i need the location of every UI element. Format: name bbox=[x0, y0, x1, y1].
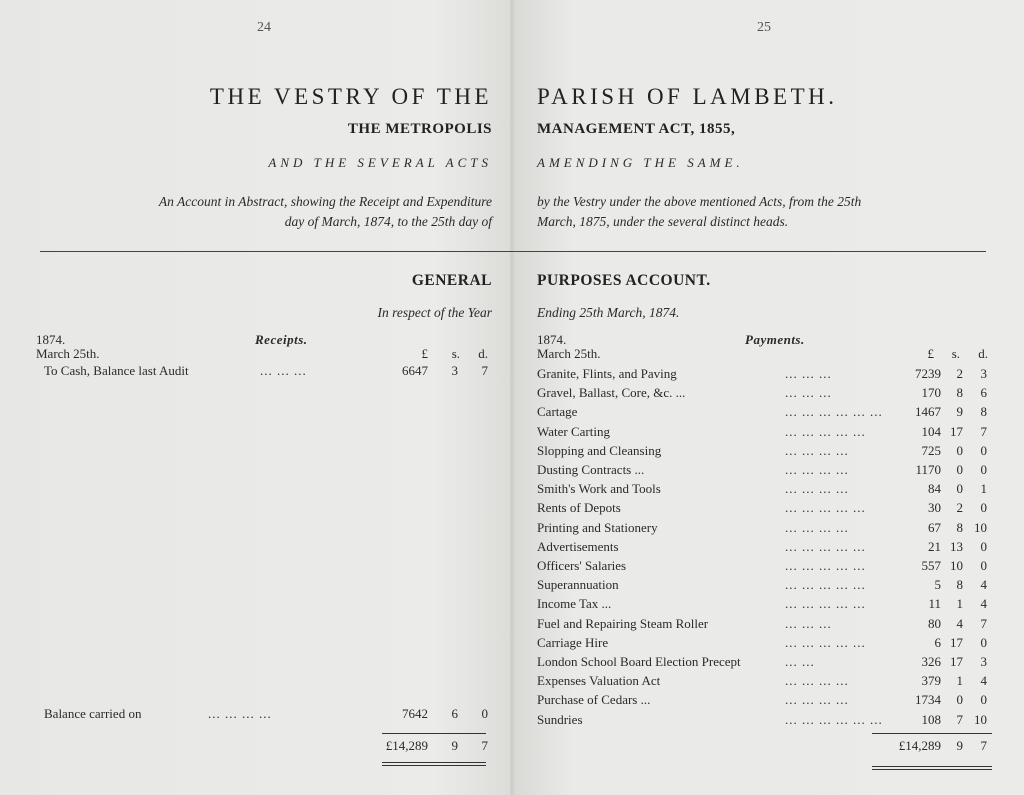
horizontal-rule bbox=[40, 251, 986, 252]
payment-label: Cartage bbox=[537, 404, 578, 420]
payments-col-pence: d. bbox=[978, 346, 988, 361]
payment-leader: ... ... ... ... bbox=[785, 692, 849, 708]
payment-shillings: 8 bbox=[956, 577, 963, 593]
payment-pounds: 104 bbox=[921, 423, 941, 439]
intro-right-line2: March, 1875, under the several distinct heads. bbox=[537, 214, 789, 229]
respect-right: Ending 25th March, 1874. bbox=[537, 305, 680, 320]
payment-pounds: 1734 bbox=[915, 692, 941, 708]
page-number-left: 24 bbox=[257, 20, 271, 35]
payment-label: Gravel, Ballast, Core, &c. ... bbox=[537, 385, 686, 401]
payment-label: Income Tax ... bbox=[537, 596, 612, 612]
receipt-balance-row bbox=[44, 706, 494, 724]
payments-total-rule-2 bbox=[872, 769, 992, 770]
payment-pence: 0 bbox=[980, 558, 987, 573]
payment-row bbox=[537, 385, 997, 403]
payment-pence: 0 bbox=[980, 500, 987, 516]
payment-row bbox=[537, 654, 997, 672]
payment-pence: 3 bbox=[980, 654, 987, 669]
payment-row bbox=[537, 712, 997, 730]
payment-label: Slopping and Cleansing bbox=[537, 442, 662, 458]
intro-right-line1: by the Vestry under the above mentioned Acts, from the 25th bbox=[537, 194, 862, 209]
payment-pounds: 379 bbox=[921, 673, 941, 689]
receipt-pounds: 6647 bbox=[402, 363, 428, 378]
book-gutter bbox=[510, 0, 514, 795]
receipts-total-row bbox=[44, 738, 494, 756]
payment-label: Dusting Contracts ... bbox=[537, 462, 645, 477]
payment-pence: 0 bbox=[980, 634, 987, 650]
payment-pounds: 1467 bbox=[915, 404, 941, 420]
payment-shillings: 2 bbox=[956, 500, 963, 516]
acts-left: AND THE SEVERAL ACTS bbox=[268, 155, 492, 170]
receipts-heading: Receipts. bbox=[255, 332, 308, 347]
payments-col-pounds: £ bbox=[927, 346, 934, 361]
balance-shillings: 6 bbox=[451, 706, 458, 721]
payment-pence: 0 bbox=[980, 538, 987, 554]
payment-leader: ... ... ... ... ... bbox=[785, 558, 866, 573]
payment-row bbox=[537, 443, 997, 461]
payment-row bbox=[537, 481, 997, 499]
payment-row bbox=[537, 673, 997, 691]
title-left: THE VESTRY OF THE bbox=[209, 84, 492, 109]
payment-leader: ... ... ... ... bbox=[785, 673, 849, 689]
page-number-right: 25 bbox=[757, 20, 771, 35]
payment-row bbox=[537, 596, 997, 614]
payment-pence: 1 bbox=[980, 481, 987, 497]
receipt-row bbox=[44, 363, 494, 381]
payment-pounds: 21 bbox=[928, 538, 941, 554]
payments-year: 1874. bbox=[537, 332, 567, 347]
payment-row bbox=[537, 577, 997, 595]
payment-label: Rents of Depots bbox=[537, 500, 621, 516]
payment-leader: ... ... ... ... bbox=[785, 462, 849, 477]
payment-pounds: 11 bbox=[928, 596, 941, 612]
receipt-leader: ... ... ... bbox=[260, 363, 307, 378]
payment-shillings: 8 bbox=[956, 519, 963, 535]
payment-pounds: 5 bbox=[934, 577, 941, 593]
payment-pounds: 7239 bbox=[915, 366, 941, 381]
payment-shillings: 9 bbox=[956, 404, 963, 420]
payment-leader: ... ... ... ... ... bbox=[785, 538, 866, 554]
payment-pounds: 725 bbox=[921, 442, 941, 458]
intro-left-line1: An Account in Abstract, showing the Receipt and Expenditure bbox=[158, 194, 492, 209]
payment-shillings: 4 bbox=[956, 615, 963, 631]
receipts-col-pounds: £ bbox=[421, 346, 428, 361]
act-right: MANAGEMENT ACT, 1855, bbox=[537, 121, 736, 137]
receipts-total-pence: 7 bbox=[481, 738, 488, 753]
intro-left-line2: day of March, 1874, to the 25th day of bbox=[284, 214, 492, 229]
receipts-col-shillings: s. bbox=[451, 346, 460, 361]
payment-pence: 10 bbox=[974, 711, 987, 727]
payments-total-pounds: £14,289 bbox=[898, 738, 941, 753]
receipt-pence: 7 bbox=[481, 363, 488, 378]
payment-row bbox=[537, 692, 997, 710]
payment-shillings: 0 bbox=[956, 442, 963, 458]
payment-pence: 0 bbox=[980, 442, 987, 458]
receipt-label: To Cash, Balance last Audit bbox=[44, 363, 189, 378]
payment-pounds: 326 bbox=[921, 654, 941, 669]
payment-pounds: 84 bbox=[928, 481, 941, 497]
payment-shillings: 7 bbox=[956, 711, 963, 727]
payment-shillings: 1 bbox=[956, 596, 963, 612]
payments-total-rule-1 bbox=[872, 766, 992, 767]
payment-shillings: 2 bbox=[956, 366, 963, 381]
payments-col-shillings: s. bbox=[951, 346, 960, 361]
payment-shillings: 17 bbox=[950, 654, 963, 669]
receipts-total-shillings: 9 bbox=[451, 738, 458, 753]
payment-pence: 0 bbox=[980, 462, 987, 477]
acts-right: AMENDING THE SAME. bbox=[537, 155, 744, 170]
payment-row bbox=[537, 500, 997, 518]
payment-pounds: 6 bbox=[934, 634, 941, 650]
payment-label: Carriage Hire bbox=[537, 634, 609, 650]
payment-label: Advertisements bbox=[537, 538, 619, 554]
payment-label: Granite, Flints, and Paving bbox=[537, 366, 677, 381]
payment-label: Purchase of Cedars ... bbox=[537, 692, 651, 708]
payment-pence: 4 bbox=[980, 577, 987, 593]
payment-row bbox=[537, 635, 997, 653]
payment-leader: ... ... ... ... ... bbox=[785, 634, 866, 650]
payment-row bbox=[537, 462, 997, 480]
balance-pence: 0 bbox=[481, 706, 488, 721]
payment-label: Water Carting bbox=[537, 423, 610, 439]
payment-pounds: 80 bbox=[928, 615, 941, 631]
payments-heading: Payments. bbox=[745, 332, 805, 347]
payment-label: Superannuation bbox=[537, 577, 619, 593]
payment-leader: ... ... ... ... bbox=[785, 519, 849, 535]
payment-shillings: 8 bbox=[956, 385, 963, 401]
payment-leader: ... ... ... ... ... bbox=[785, 596, 866, 612]
payment-pounds: 1170 bbox=[915, 462, 941, 477]
receipts-total-pounds: £14,289 bbox=[385, 738, 428, 753]
payment-row bbox=[537, 366, 997, 384]
payment-leader: ... ... ... ... ... bbox=[785, 423, 866, 439]
payment-pence: 4 bbox=[980, 673, 987, 689]
receipts-year: 1874. bbox=[36, 332, 66, 347]
payment-leader: ... ... ... bbox=[785, 615, 832, 631]
receipts-total-rule-1 bbox=[382, 762, 486, 763]
payment-label: London School Board Election Precept bbox=[537, 654, 741, 669]
payment-row bbox=[537, 520, 997, 538]
payment-label: Fuel and Repairing Steam Roller bbox=[537, 615, 709, 631]
account-title-right: PURPOSES ACCOUNT. bbox=[537, 272, 711, 289]
balance-label: Balance carried on bbox=[44, 706, 142, 721]
payment-pence: 7 bbox=[980, 615, 987, 631]
payment-pounds: 170 bbox=[921, 385, 941, 401]
payment-row bbox=[537, 616, 997, 634]
receipt-shillings: 3 bbox=[451, 363, 458, 378]
act-left: THE METROPOLIS bbox=[347, 121, 492, 137]
payment-leader: ... ... bbox=[785, 654, 815, 669]
payments-total-pence: 7 bbox=[980, 738, 987, 753]
payment-shillings: 13 bbox=[950, 538, 963, 554]
payment-row bbox=[537, 539, 997, 557]
respect-left: In respect of the Year bbox=[377, 305, 492, 320]
payment-pounds: 67 bbox=[928, 519, 941, 535]
payment-pence: 0 bbox=[980, 692, 987, 708]
payment-label: Sundries bbox=[537, 711, 583, 727]
payment-shillings: 0 bbox=[956, 481, 963, 497]
payment-shillings: 1 bbox=[956, 673, 963, 689]
payment-leader: ... ... ... bbox=[785, 366, 832, 381]
payment-row bbox=[537, 558, 997, 576]
payment-pence: 8 bbox=[980, 404, 987, 420]
payment-label: Expenses Valuation Act bbox=[537, 673, 661, 689]
title-right: PARISH OF LAMBETH. bbox=[537, 84, 838, 109]
balance-leader: ... ... ... ... bbox=[208, 706, 272, 721]
payment-leader: ... ... ... ... ... ... bbox=[785, 711, 883, 727]
payment-leader: ... ... ... ... ... bbox=[785, 577, 866, 593]
payment-label: Officers' Salaries bbox=[537, 558, 627, 573]
payments-total-rule-top bbox=[872, 733, 992, 734]
account-title-left: GENERAL bbox=[411, 272, 492, 289]
payment-leader: ... ... ... ... bbox=[785, 442, 849, 458]
payment-leader: ... ... ... ... ... bbox=[785, 500, 866, 516]
payment-pounds: 557 bbox=[921, 558, 941, 573]
payment-shillings: 10 bbox=[950, 558, 963, 573]
payment-pence: 6 bbox=[980, 385, 987, 401]
payment-label: Printing and Stationery bbox=[537, 519, 658, 535]
payments-total-shillings: 9 bbox=[956, 738, 963, 753]
payment-shillings: 17 bbox=[950, 423, 963, 439]
payment-pence: 3 bbox=[980, 366, 987, 381]
payment-pence: 10 bbox=[974, 519, 987, 535]
balance-pounds: 7642 bbox=[402, 706, 428, 721]
payment-leader: ... ... ... ... ... ... bbox=[785, 404, 883, 420]
payment-pence: 7 bbox=[980, 423, 987, 439]
payment-row bbox=[537, 424, 997, 442]
payment-leader: ... ... ... bbox=[785, 385, 832, 401]
receipts-total-rule-2 bbox=[382, 765, 486, 766]
payment-row bbox=[537, 404, 997, 422]
payment-label: Smith's Work and Tools bbox=[537, 481, 661, 497]
payment-pounds: 108 bbox=[921, 711, 941, 727]
payment-pounds: 30 bbox=[928, 500, 941, 516]
payment-pence: 4 bbox=[980, 596, 987, 612]
payment-shillings: 17 bbox=[950, 634, 963, 650]
receipts-total-rule-top bbox=[382, 733, 486, 734]
receipts-date: March 25th. bbox=[36, 346, 100, 361]
payments-date: March 25th. bbox=[537, 346, 601, 361]
payment-leader: ... ... ... ... bbox=[785, 481, 849, 497]
receipts-col-pence: d. bbox=[478, 346, 488, 361]
payments-total-row bbox=[537, 738, 997, 756]
payment-shillings: 0 bbox=[956, 462, 963, 477]
payment-shillings: 0 bbox=[956, 692, 963, 708]
